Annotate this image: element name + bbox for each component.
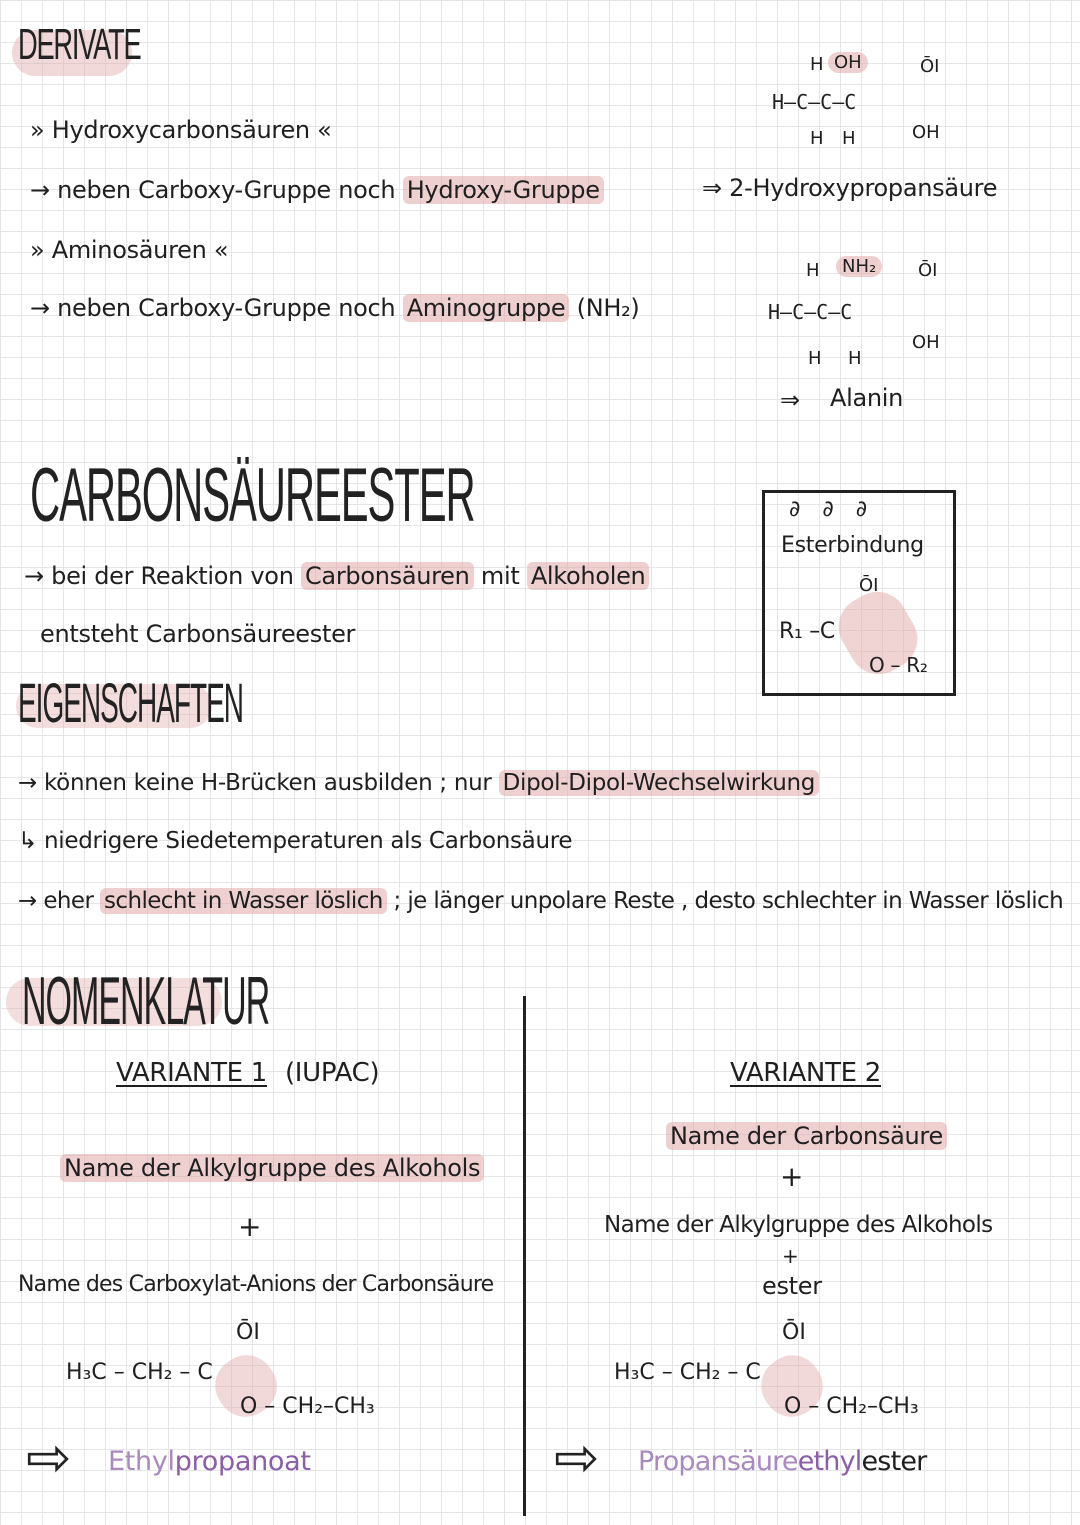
hydroxy-text-highlight: Hydroxy-Gruppe bbox=[403, 176, 604, 204]
variant1-subtitle: (IUPAC) bbox=[284, 1058, 380, 1088]
properties-heading: EIGENSCHAFTEN bbox=[18, 671, 244, 734]
hydroxy-text bbox=[30, 176, 604, 204]
variant1-formula-left: H₃C – CH₂ – C bbox=[66, 1360, 213, 1385]
variant1-result-arrow: ⇨ bbox=[26, 1426, 72, 1489]
variant1-part1: Name der Alkylgruppe des Alkohols bbox=[60, 1154, 484, 1182]
properties-line2: ↳ niedrigere Siedetemperaturen als Carbonsäure bbox=[18, 828, 573, 854]
hydroxy-bottom-h2: H bbox=[842, 128, 856, 149]
variant2-result-part1: Propansäure bbox=[638, 1446, 798, 1477]
alanin-o-double: ŌI bbox=[918, 260, 938, 281]
hydroxy-text-prefix: → neben Carboxy-Gruppe noch bbox=[30, 176, 396, 204]
amino-text-prefix: → neben Carboxy-Gruppe noch bbox=[30, 294, 396, 322]
hydroxy-top-h: H bbox=[810, 54, 824, 75]
variant1-result-part1: Ethyl bbox=[108, 1446, 175, 1477]
alanin-bottom-h2: H bbox=[848, 348, 862, 369]
variant2-plus2: + bbox=[782, 1244, 799, 1268]
variant2-result-part3: ester bbox=[861, 1446, 927, 1477]
variant1-title bbox=[116, 1058, 379, 1088]
variant1-title-text: VARIANTE 1 bbox=[116, 1058, 267, 1088]
box-or2: O – R₂ bbox=[869, 653, 928, 677]
amino-text-highlight: Aminogruppe bbox=[403, 294, 570, 322]
box-o-double: ŌI bbox=[859, 575, 879, 596]
alanin-chain: H–C–C–C bbox=[768, 300, 853, 324]
hydroxy-name: ⇒ 2-Hydroxypropansäure bbox=[702, 174, 998, 202]
variant1-formula bbox=[66, 1320, 426, 1430]
properties-line3-prefix: → eher bbox=[18, 888, 94, 914]
ester-text1-hl1: Carbonsäuren bbox=[301, 562, 474, 590]
variant2-result-arrow: ⇨ bbox=[554, 1426, 600, 1489]
variant1-formula-o: ŌI bbox=[236, 1320, 260, 1345]
esterbindung-box bbox=[762, 490, 956, 696]
properties-line3-hl: schlecht in Wasser löslich bbox=[100, 888, 387, 914]
alanin-top-group: NH₂ bbox=[836, 256, 882, 277]
properties-line1-hl: Dipol-Dipol-Wechselwirkung bbox=[499, 770, 820, 796]
variant2-title: VARIANTE 2 bbox=[730, 1058, 881, 1088]
alanin-structure bbox=[766, 256, 966, 371]
variant1-plus: + bbox=[238, 1210, 262, 1243]
hydroxy-bottom-h1: H bbox=[810, 128, 824, 149]
ester-text1-mid: mit bbox=[480, 562, 520, 590]
ester-text1 bbox=[24, 562, 649, 590]
hydroxy-oh: OH bbox=[912, 122, 940, 143]
box-label: Esterbindung bbox=[781, 533, 924, 558]
alanin-bottom-h1: H bbox=[808, 348, 822, 369]
ester-text1-prefix: → bei der Reaktion von bbox=[24, 562, 294, 590]
properties-line3 bbox=[18, 888, 1063, 914]
hydroxy-chain: H–C–C–C bbox=[772, 90, 857, 114]
box-ring-icons: ∂∂∂ bbox=[789, 497, 890, 522]
variant1-part2: Name des Carboxylat-Anions der Carbonsäure bbox=[18, 1272, 494, 1297]
hydroxy-o-double: ŌI bbox=[920, 56, 940, 77]
properties-line1-prefix: → können keine H-Brücken ausbilden ; nur bbox=[18, 770, 492, 796]
variant1-result bbox=[108, 1446, 311, 1477]
variant2-part1: Name der Carbonsäure bbox=[666, 1122, 947, 1150]
alanin-top-h: H bbox=[806, 260, 820, 281]
amino-title: » Aminosäuren « bbox=[30, 236, 229, 264]
variant2-part3: ester bbox=[762, 1272, 822, 1300]
derivate-heading: DERIVATE bbox=[18, 20, 141, 69]
alanin-name-arrow: ⇒ bbox=[780, 386, 800, 414]
hydroxy-title: » Hydroxycarbonsäuren « bbox=[30, 116, 332, 144]
variant2-formula-right: O – CH₂–CH₃ bbox=[784, 1394, 919, 1419]
variant2-result bbox=[638, 1446, 926, 1477]
amino-text-suffix: (NH₂) bbox=[576, 294, 640, 322]
hydroxy-structure bbox=[770, 52, 970, 152]
properties-line3-suffix: ; je länger unpolare Reste , desto schlechter in Wasser löslich bbox=[393, 888, 1064, 914]
variant2-formula bbox=[614, 1320, 974, 1430]
alanin-name: Alanin bbox=[830, 384, 904, 412]
variant2-part2: Name der Alkylgruppe des Alkohols bbox=[604, 1212, 993, 1238]
variant2-formula-left: H₃C – CH₂ – C bbox=[614, 1360, 761, 1385]
alanin-oh: OH bbox=[912, 332, 940, 353]
column-divider bbox=[523, 996, 526, 1516]
ester-text1-hl2: Alkoholen bbox=[527, 562, 650, 590]
variant1-formula-right: O – CH₂–CH₃ bbox=[240, 1394, 375, 1419]
ester-heading: CARBONSÄUREESTER bbox=[30, 453, 475, 538]
variant2-plus1: + bbox=[780, 1160, 804, 1193]
hydroxy-top-group: OH bbox=[828, 52, 868, 73]
variant1-result-part2: propanoat bbox=[174, 1446, 311, 1477]
nomenclature-heading: NOMENKLATUR bbox=[22, 963, 270, 1039]
variant2-result-part2: ethyl bbox=[797, 1446, 862, 1477]
ester-text2: entsteht Carbonsäureester bbox=[40, 620, 356, 648]
properties-line1 bbox=[18, 770, 819, 796]
variant2-formula-o: ŌI bbox=[782, 1320, 806, 1345]
amino-text bbox=[30, 294, 640, 322]
box-r1: R₁ –C bbox=[779, 619, 835, 644]
